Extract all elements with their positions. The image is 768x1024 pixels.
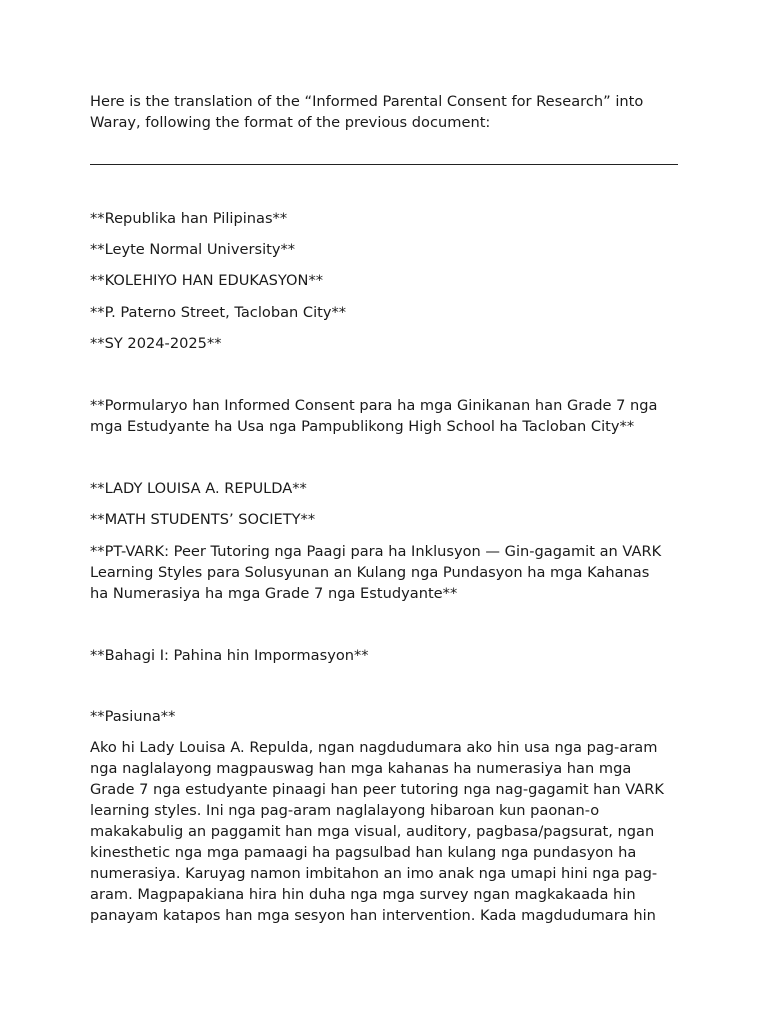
part-heading: **Bahagi I: Pahina hin Impormasyon** (90, 647, 369, 664)
intro-paragraph: Here is the translation of the “Informed Parental Consent for Research” into Waray, following the format of the previous document: (90, 93, 644, 131)
form-title: **Pormularyo han Informed Consent para ha mga Ginikanan han Grade 7 nga mga Estudyante ha Usa nga Pampublikong High School ha Tacloban City** (90, 397, 658, 435)
section-heading: **Pasiuna** (90, 708, 176, 725)
header-republic: **Republika han Pilipinas** (90, 210, 288, 227)
researcher-name: **LADY LOUISA A. REPULDA** (90, 480, 307, 497)
organization-name: **MATH STUDENTS’ SOCIETY** (90, 511, 316, 528)
header-school-year: **SY 2024-2025** (90, 335, 222, 352)
header-college: **KOLEHIYO HAN EDUKASYON** (90, 272, 324, 289)
study-title: **PT-VARK: Peer Tutoring nga Paagi para ha Inklusyon — Gin-gagamit an VARK Learning Styles para Solusyunan an Kulang nga Pundasyon ha mga Kahanas ha Numerasiya ha mga Grade 7 nga Estudyante** (90, 543, 662, 602)
horizontal-rule (90, 164, 678, 165)
intro-body: Ako hi Lady Louisa A. Repulda, ngan nagdudumara ako hin usa nga pag-aram nga naglalayong magpauswag han mga kahanas ha numerasiya han mga Grade 7 nga estudyante pinaagi han peer tutoring nga nag-gagamit han VARK learning styles. Ini nga pag-aram naglalayong hibaroan kun paonan-o makakabulig an paggamit han mga visual, auditory, pagbasa/pagsurat, ngan kinesthetic nga mga pamaagi ha pagsulbad han kulang nga pundasyon ha numerasiya. Karuyag namon imbitahon an imo anak nga umapi hini nga pag-aram. Magpapakiana hira hin duha nga mga survey ngan magkakaada hin panayam katapos han mga sesyon han intervention. Kada magdudumara hin (90, 739, 665, 924)
header-address: **P. Paterno Street, Tacloban City** (90, 304, 347, 321)
header-university: **Leyte Normal University** (90, 241, 296, 258)
